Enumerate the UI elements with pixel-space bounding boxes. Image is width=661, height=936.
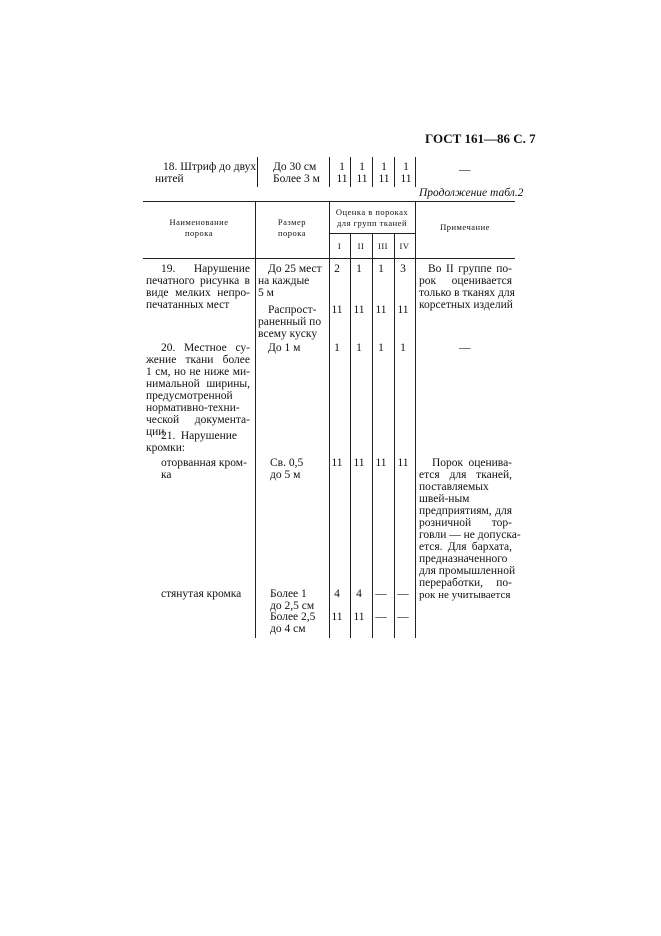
- row21-torn-note-line12: рок не учитывается: [419, 589, 511, 601]
- row21-torn-note-line10: для промышленной: [419, 565, 516, 577]
- row19-grade-a-3: 1: [378, 263, 384, 275]
- row21-torn-note-line6: розничной тор-: [419, 517, 512, 529]
- header-size-line2: порока: [277, 228, 307, 238]
- header-group-4: IV: [399, 241, 410, 251]
- row21-tight-size-b-line1: Более 2,5: [270, 611, 316, 623]
- row21-name-line1: 21. Нарушение: [161, 430, 237, 442]
- row20-name-line7: ческой документа-: [146, 414, 250, 426]
- row20-grade-4: 1: [400, 342, 406, 354]
- row18-name-line2: нитей: [155, 173, 184, 185]
- row21-tight-grade-a-2: 4: [356, 588, 362, 600]
- row21-tight-name: стянутая кромка: [161, 588, 242, 600]
- row21-torn-note-line9: предназначенного: [419, 553, 508, 565]
- row19-grade-b-2: 11: [353, 304, 365, 316]
- row19-size-b-line1: Распрост-: [268, 304, 317, 316]
- row18-grade-2a: 1: [359, 161, 365, 173]
- row21-tight-grade-b-4: —: [397, 611, 409, 623]
- column-divider: [255, 201, 256, 638]
- row19-size-b-line2: раненный по: [258, 316, 322, 328]
- row21-torn-grade-2: 11: [353, 457, 365, 469]
- row18-divider: [257, 157, 258, 187]
- row18-divider: [394, 157, 395, 187]
- row21-tight-grade-b-3: —: [375, 611, 387, 623]
- header-group-3: III: [378, 241, 388, 251]
- header-size-line1: Размер: [277, 217, 307, 227]
- row20-grade-2: 1: [356, 342, 362, 354]
- row18-grade-2b: 11: [356, 173, 368, 185]
- row21-name-line2: кромки:: [146, 442, 186, 454]
- row21-torn-note-line3: поставляемых: [419, 481, 489, 493]
- row21-torn-note-line11: переработки, по-: [419, 577, 512, 589]
- row21-torn-grade-4: 11: [397, 457, 409, 469]
- row19-name-line2: печатного рисунка в: [146, 275, 250, 287]
- row18-grade-1b: 11: [336, 173, 348, 185]
- row18-grade-3a: 1: [381, 161, 387, 173]
- row19-name-line3: виде мелких непро-: [146, 287, 250, 299]
- column-divider: [372, 233, 373, 638]
- header-grade-line1: Оценка в пороках: [335, 207, 409, 217]
- row19-size-a-line1: До 25 мест: [268, 263, 322, 275]
- row20-name-line6: нормативно-техни-: [146, 402, 240, 414]
- header-name-line1: Наименование: [169, 217, 229, 227]
- header-grade-line2: для групп тканей: [336, 218, 408, 228]
- row20-name-line4: нимальной ширины,: [146, 378, 250, 390]
- row20-size: До 1 м: [268, 342, 301, 354]
- row19-grade-a-2: 1: [356, 263, 362, 275]
- row19-note-line2: рок оценивается: [419, 275, 512, 287]
- row21-torn-note-line5: предприятиям, для: [419, 505, 512, 517]
- continuation-caption: Продолжение табл.2: [419, 187, 524, 199]
- row19-size-a-line2: на каждые: [258, 275, 310, 287]
- row20-name-line2: жение ткани более: [146, 354, 250, 366]
- row18-note: —: [459, 164, 471, 176]
- row19-note-line3: только в тканях для: [419, 287, 515, 299]
- row21-tight-size-a-line2: до 2,5 см: [270, 600, 315, 612]
- row18-divider: [350, 157, 351, 187]
- row21-tight-grade-a-1: 4: [334, 588, 340, 600]
- row18-divider: [329, 157, 330, 187]
- page-label: ГОСТ 161—86 С. 7: [425, 131, 536, 146]
- row18-grade-1a: 1: [339, 161, 345, 173]
- row18-divider: [372, 157, 373, 187]
- row21-tight-size-b-line2: до 4 см: [270, 623, 306, 635]
- row19-size-a-line3: 5 м: [258, 287, 274, 299]
- row21-tight-grade-a-4: —: [397, 588, 409, 600]
- header-note: Примечание: [440, 222, 490, 232]
- row20-note: —: [459, 342, 471, 354]
- row19-grade-a-4: 3: [400, 263, 406, 275]
- row21-torn-name-line1: оторванная кром-: [161, 457, 247, 469]
- row19-name-line1: 19. Нарушение: [161, 263, 250, 275]
- row21-torn-note-line2: ется для тканей,: [419, 469, 512, 481]
- row18-grade-4b: 11: [400, 173, 412, 185]
- row21-tight-grade-a-3: —: [375, 588, 387, 600]
- header-group-2: II: [357, 241, 365, 251]
- row18-divider: [415, 157, 416, 187]
- row19-grade-b-4: 11: [397, 304, 409, 316]
- column-divider: [350, 233, 351, 638]
- row19-note-line1: Во II группе по-: [428, 263, 512, 275]
- row18-size-line1: До 30 см: [273, 161, 317, 173]
- row21-torn-name-line2: ка: [161, 469, 172, 481]
- header-name-line2: порока: [184, 228, 214, 238]
- row21-torn-grade-3: 11: [375, 457, 387, 469]
- row19-note-line4: корсетных изделий: [419, 299, 513, 311]
- row19-size-b-line3: всему куску: [258, 328, 318, 340]
- row21-tight-grade-b-1: 11: [331, 611, 343, 623]
- row18-grade-4a: 1: [403, 161, 409, 173]
- column-divider: [415, 201, 416, 638]
- row20-grade-1: 1: [334, 342, 340, 354]
- row18-name-line1: 18. Штриф до двух: [163, 161, 257, 173]
- row21-tight-grade-b-2: 11: [353, 611, 365, 623]
- row20-name-line8: ции: [146, 426, 165, 438]
- row19-name-line4: печатанных мест: [146, 299, 230, 311]
- row20-name-line1: 20. Местное су-: [161, 342, 250, 354]
- row19-grade-b-3: 11: [375, 304, 387, 316]
- row20-grade-3: 1: [378, 342, 384, 354]
- row21-torn-note-line8: ется. Для бархата,: [419, 541, 512, 553]
- column-divider: [394, 233, 395, 638]
- row21-torn-grade-1: 11: [331, 457, 343, 469]
- row21-tight-size-a-line1: Более 1: [270, 588, 307, 600]
- row21-torn-note-line4: швей-ным: [419, 493, 470, 505]
- row21-torn-note-line7: говли — не допуска-: [419, 529, 521, 541]
- header-group-1: I: [337, 241, 342, 251]
- row21-torn-size-line2: до 5 м: [270, 469, 301, 481]
- row19-grade-b-1: 11: [331, 304, 343, 316]
- row21-torn-note-line1: Порок оценива-: [432, 457, 512, 469]
- row20-name-line3: 1 см, но не ниже ми-: [146, 366, 250, 378]
- row19-grade-a-1: 2: [334, 263, 340, 275]
- row18-size-line2: Более 3 м: [273, 173, 320, 185]
- row18-grade-3b: 11: [378, 173, 390, 185]
- row21-torn-size-line1: Св. 0,5: [270, 457, 304, 469]
- row20-name-line5: предусмотренной: [146, 390, 233, 402]
